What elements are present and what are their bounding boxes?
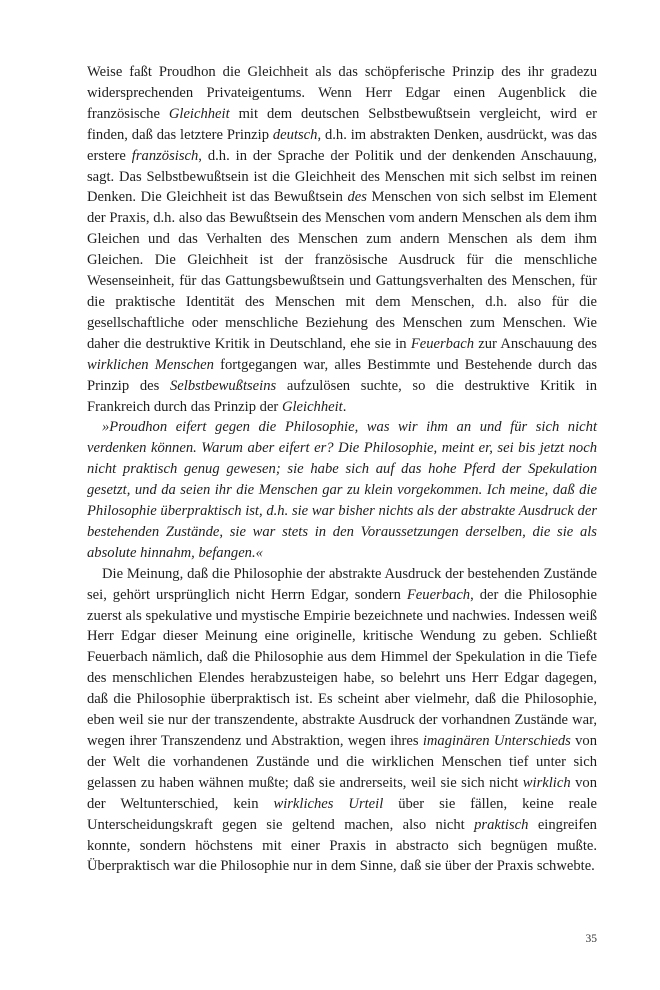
text-run: Die Meinung, daß die Philosophie der abstrakte Ausdruck der bestehenden Zustände sei, gehört ursprünglich nicht Herrn Edgar, sondern <box>87 565 597 603</box>
text-run: , d.h. im abstrakten Denken, ausdrückt, was das erstere <box>87 126 597 164</box>
text-run: , der die Philosophie zuerst als spekulative und mystische Empirie bezeichnete und nachwies. Indessen weiß Herr Edgar dieser Meinung eine originelle, kritische Wendung zu geben. Schließt Feuerbach nämlich, daß die Philosophie aus dem Himmel der Spekulation in die Tiefe des menschlichen Elendes herabzusteigen habe, so belehrt uns Herr Edgar dagegen, daß die Philosophie überpraktisch ist. Es scheint aber vielmehr, daß die Philosophie, eben weil sie nur der transzendente, abstrakte Ausdruck der vorhandnen Zustände war, wegen ihrer Transzendenz und Abstraktion, wegen ihres <box>87 586 597 749</box>
emphasis-text: praktisch <box>474 816 529 833</box>
text-run: . <box>342 398 347 415</box>
text-run: aufzulösen suchte, so die destruktive Kritik in Frankreich durch das Prinzip der <box>87 377 597 415</box>
emphasis-text: imaginären Unterschieds <box>422 733 571 749</box>
paragraph <box>87 564 597 878</box>
emphasis-text: Feuerbach <box>406 586 471 603</box>
text-run: fortgegangen war, alles Bestimmte und Bestehende durch das Prinzip des <box>87 356 597 394</box>
text-run: Menschen von sich selbst im Element der Praxis, d.h. also das Bewußtsein des Menschen vom andern Menschen als dem ihm Gleichen und das Verhalten des Menschen zum andern Menschen als dem ihm Gleichen. Die Gleichheit ist der französische Ausdruck für die menschliche Wesenseinheit, für das Gattungsbewußtsein und Gattungsverhalten des Menschen, für die praktische Identität des Menschen mit dem Menschen, d.h. also für die gesellschaftliche oder menschliche Beziehung des Menschen zum Menschen. Wie daher die destruktive Kritik in Deutschland, ehe sie in <box>87 189 597 352</box>
emphasis-text: wirkliches Urteil <box>273 795 384 812</box>
emphasis-text: Selbstbewußtseins <box>169 377 277 394</box>
emphasis-text: französisch <box>131 147 199 164</box>
emphasis-text: wirklichen Menschen <box>87 356 214 373</box>
emphasis-text: wirklich <box>522 774 571 791</box>
text-run: eingreifen konnte, sondern höchstens mit einer Praxis in abstracto sich begnügen mußte. Überpraktisch war die Philosophie nur in dem Sinne, daß sie über der Praxis schwebte. <box>87 816 597 875</box>
emphasis-text: deutsch <box>272 126 318 143</box>
text-run: , d.h. in der Sprache der Politik und der denkenden Anschauung, sagt. Das Selbstbewußtsein ist die Gleichheit des Menschen mit sich selbst im reinen Denken. Die Gleichheit ist das Bewußtsein <box>87 147 597 206</box>
text-run: von der Weltunterschied, kein <box>87 774 597 812</box>
page-number: 35 <box>585 933 597 945</box>
text-run: zur Anschauung des <box>474 335 597 352</box>
text-run: Weise faßt Proudhon die Gleichheit als das schöpferische Prinzip des ihr gradezu widersprechenden Privateigentums. Wenn Herr Edgar einen Augenblick die französische <box>87 64 597 122</box>
page-body <box>87 62 597 877</box>
emphasis-text: Gleichheit <box>168 105 230 122</box>
text-run: von der Welt die vorhandenen Zustände und die wirklichen Menschen tief unter sich gelassen zu haben wähnen mußte; daß sie andrerseits, weil sie sich nicht <box>87 733 597 791</box>
emphasis-text: des <box>347 189 367 206</box>
emphasis-text: Gleichheit <box>281 398 343 415</box>
text-run: mit dem deutschen Selbstbewußtsein vergleicht, wird er finden, daß das letztere Prinzip <box>87 105 597 143</box>
text-run: »Proudhon eifert gegen die Philosophie, was wir ihm an und für sich nicht verdenken können. Warum aber eifert er? Die Philosophie, meint er, sei bis jetzt noch nicht praktisch genug gewesen; sie habe sich auf das hohe Pferd der Spekulation gesetzt, und da seien ihr die Menschen gar zu klein vorgekommen. Ich meine, daß die Philosophie überpraktisch ist, d.h. sie war bisher nichts als der abstrakte Ausdruck der bestehenden Zustände, sie war stets in den Voraussetzungen derselben, die sie als absolute hinnahm, befangen.« <box>87 419 597 561</box>
emphasis-text: Feuerbach <box>410 335 475 352</box>
text-run: über sie fällen, keine reale Unterscheidungskraft gegen sie geltend machen, also nicht <box>87 795 597 833</box>
paragraph <box>87 62 597 417</box>
block-quote <box>87 417 597 563</box>
